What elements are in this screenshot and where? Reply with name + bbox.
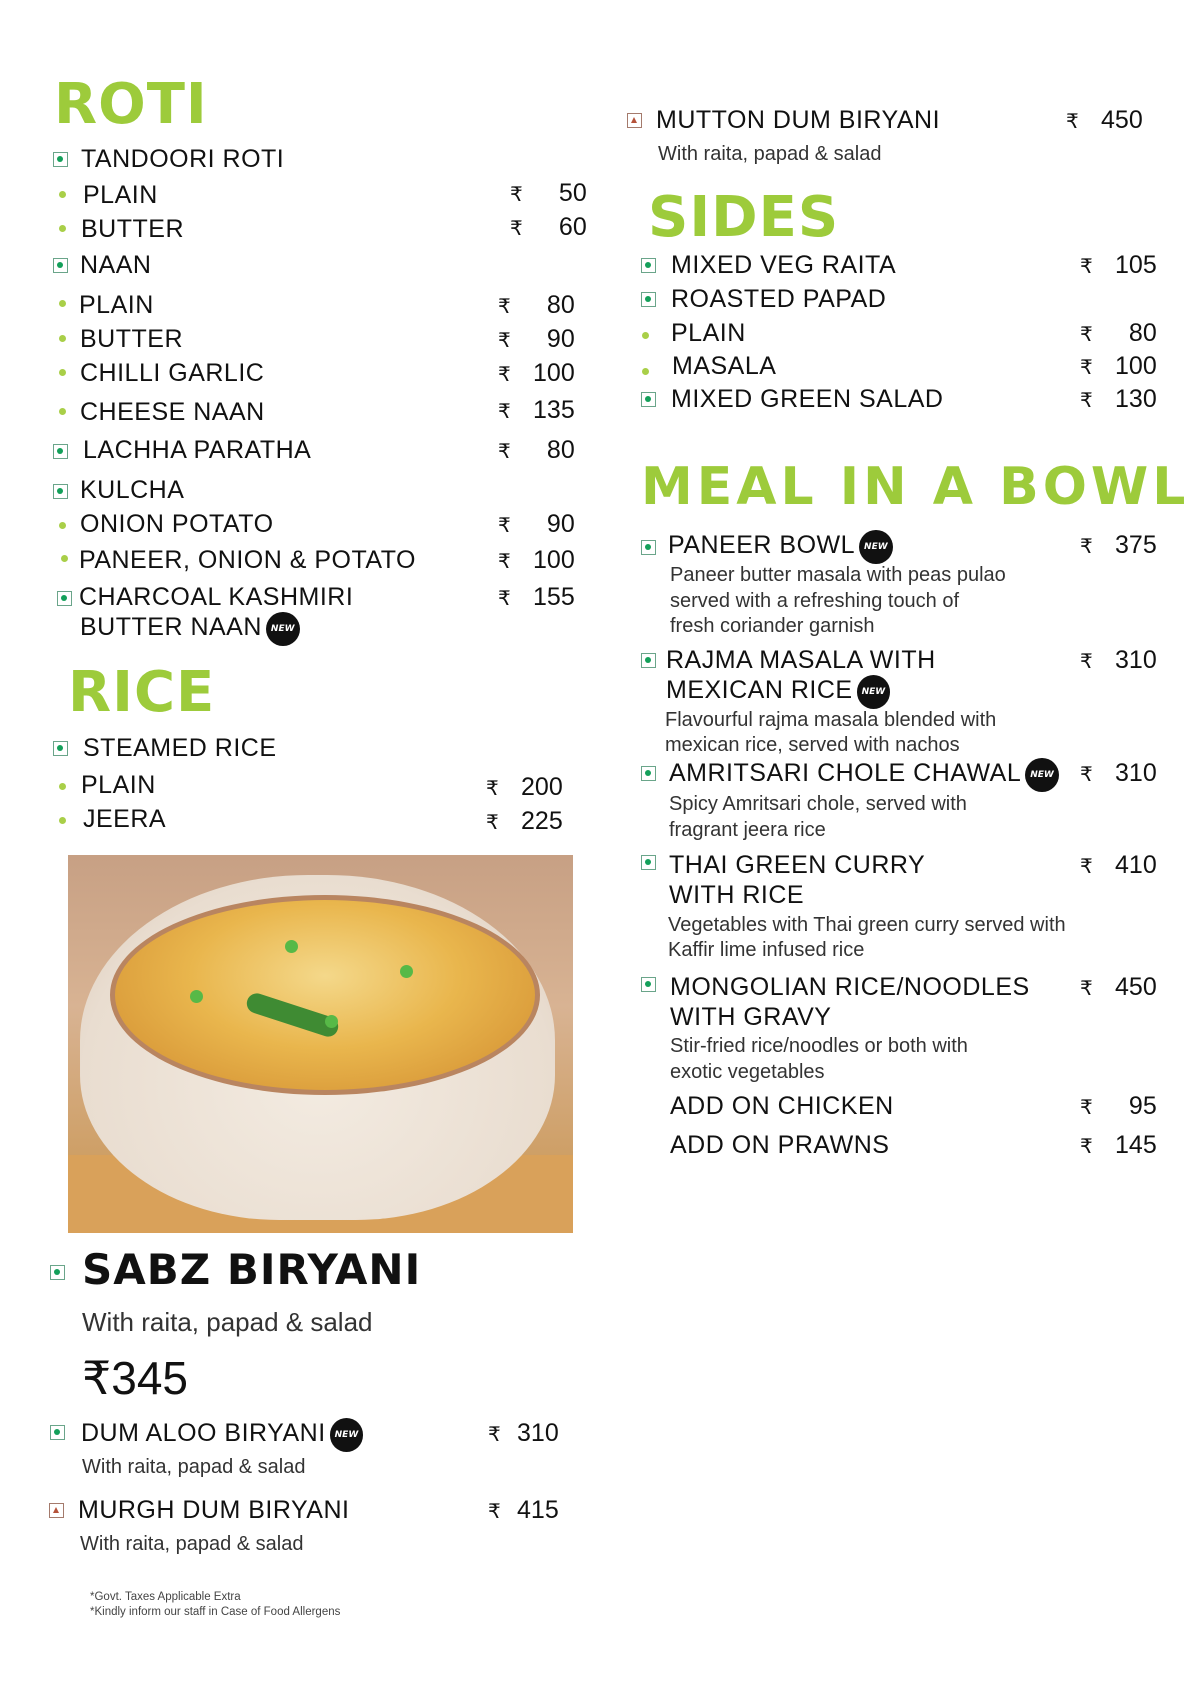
addon-prawns: ADD ON PRAWNS: [670, 1131, 890, 1159]
menu-item-rajma-masala-line2: [666, 675, 890, 709]
section-title-meal-in-a-bowl: MEAL IN A BOWL: [641, 457, 1190, 517]
addon-chicken: ADD ON CHICKEN: [670, 1092, 894, 1120]
price-papad-masala: [1080, 351, 1157, 383]
item-name-text: BUTTER NAAN: [80, 613, 262, 641]
rupee-icon: ₹: [498, 441, 511, 463]
bowl: [80, 875, 555, 1220]
item-description-line: Spicy Amritsari chole, served with: [669, 793, 967, 815]
item-description-line: fresh coriander garnish: [670, 615, 875, 637]
bullet-icon: [59, 225, 66, 232]
price-value: 100: [533, 546, 575, 574]
rupee-icon: ₹: [1080, 1097, 1093, 1119]
veg-icon: [53, 484, 68, 499]
item-description-line: Paneer butter masala with peas pulao: [670, 564, 1006, 586]
menu-item-mutton-dum-biryani: MUTTON DUM BIRYANI: [656, 106, 941, 134]
variant-onion-potato: ONION POTATO: [80, 510, 274, 538]
menu-item-roasted-papad: ROASTED PAPAD: [671, 285, 887, 313]
new-badge: NEW: [859, 530, 893, 564]
price-papad-plain: [1080, 318, 1157, 350]
rupee-icon: ₹: [498, 364, 511, 386]
item-description: With raita, papad & salad: [658, 143, 882, 165]
item-name-text: DUM ALOO BIRYANI: [81, 1419, 326, 1447]
price-dum-aloo-biryani: [488, 1418, 559, 1450]
menu-item-mixed-veg-raita: MIXED VEG RAITA: [671, 251, 897, 279]
price-value: 450: [1101, 106, 1143, 134]
item-description: With raita, papad & salad: [82, 1456, 306, 1478]
bullet-icon: [642, 332, 649, 339]
veg-icon: [50, 1425, 65, 1440]
rupee-icon: ₹: [510, 218, 523, 240]
footnote-taxes: *Govt. Taxes Applicable Extra: [90, 1591, 241, 1603]
price-value: 80: [1128, 319, 1157, 347]
price-addon-chicken: [1080, 1091, 1157, 1123]
menu-item-dum-aloo-biryani: [81, 1418, 363, 1452]
menu-item-amritsari-chole-chawal: [669, 758, 1059, 792]
variant-butter: BUTTER: [80, 325, 183, 353]
price-value: 200: [521, 773, 563, 801]
bullet-icon: [59, 300, 66, 307]
pea: [190, 990, 203, 1003]
rupee-icon: ₹: [1080, 390, 1093, 412]
veg-icon: [53, 258, 68, 273]
variant-butter: BUTTER: [81, 215, 184, 243]
menu-item-tandoori-roti: TANDOORI ROTI: [81, 145, 285, 173]
price-value: 100: [1115, 352, 1157, 380]
price-value: 50: [558, 179, 587, 207]
price-value: 130: [1115, 385, 1157, 413]
price-murgh-dum-biryani: [488, 1495, 559, 1527]
menu-item-steamed-rice: STEAMED RICE: [83, 734, 277, 762]
menu-item-charcoal-naan-line2: [80, 612, 300, 646]
price-value: 135: [533, 396, 575, 424]
item-description-line: Vegetables with Thai green curry served with: [668, 914, 1066, 936]
variant-plain: PLAIN: [81, 771, 156, 799]
veg-icon: [53, 152, 68, 167]
veg-icon: [641, 292, 656, 307]
item-name-text: PANEER BOWL: [668, 531, 856, 559]
bullet-icon: [59, 369, 66, 376]
price-naan-cheese: [498, 395, 575, 427]
price-mongolian: [1080, 972, 1157, 1004]
rupee-icon: ₹: [488, 1501, 501, 1523]
featured-item-name: SABZ BIRYANI: [82, 1245, 422, 1294]
bullet-icon: [61, 555, 68, 562]
item-description-line: exotic vegetables: [670, 1061, 825, 1083]
pea: [400, 965, 413, 978]
variant-chilli-garlic: CHILLI GARLIC: [80, 359, 265, 387]
item-description-line: Kaffir lime infused rice: [668, 939, 865, 961]
price-kulcha-onion-potato: [498, 509, 575, 541]
price-value: 100: [533, 359, 575, 387]
nonveg-icon: [49, 1503, 64, 1518]
menu-item-kulcha: KULCHA: [80, 476, 185, 504]
price-value: 145: [1115, 1131, 1157, 1159]
price-value: 60: [558, 213, 587, 241]
price-value: 155: [533, 583, 575, 611]
variant-plain: PLAIN: [83, 181, 158, 209]
item-description-line: served with a refreshing touch of: [670, 590, 960, 612]
price-addon-prawns: [1080, 1130, 1157, 1162]
veg-icon: [53, 444, 68, 459]
rupee-icon: ₹: [498, 551, 511, 573]
pea: [285, 940, 298, 953]
veg-icon: [641, 855, 656, 870]
menu-item-mongolian-line2: WITH GRAVY: [670, 1003, 832, 1031]
price-charcoal-naan: [498, 582, 575, 614]
new-badge: NEW: [330, 1418, 364, 1452]
nonveg-icon: [627, 113, 642, 128]
price-rice-jeera: [486, 806, 563, 838]
item-name-text: AMRITSARI CHOLE CHAWAL: [669, 759, 1022, 787]
price-naan-chilli-garlic: [498, 358, 575, 390]
section-title-roti: ROTI: [54, 72, 208, 137]
veg-icon: [641, 392, 656, 407]
veg-icon: [641, 540, 656, 555]
rupee-icon: ₹: [1080, 978, 1093, 1000]
bullet-icon: [642, 368, 649, 375]
variant-plain: PLAIN: [671, 319, 746, 347]
item-description-line: mexican rice, served with nachos: [665, 734, 960, 756]
price-value: 90: [546, 510, 575, 538]
variant-masala: MASALA: [672, 352, 777, 380]
price-value: 450: [1115, 973, 1157, 1001]
price-mixed-green-salad: [1080, 384, 1157, 416]
menu-item-mixed-green-salad: MIXED GREEN SALAD: [671, 385, 944, 413]
veg-icon: [641, 977, 656, 992]
price-tandoori-plain: [510, 178, 587, 210]
rupee-icon: ₹: [1080, 324, 1093, 346]
price-value: 310: [517, 1419, 559, 1447]
price-value: 95: [1128, 1092, 1157, 1120]
item-description: With raita, papad & salad: [80, 1533, 304, 1555]
price-value: 375: [1115, 531, 1157, 559]
bullet-icon: [59, 335, 66, 342]
green-chili: [244, 991, 341, 1039]
menu-item-lachha-paratha: LACHHA PARATHA: [83, 436, 312, 464]
item-description-line: Stir-fried rice/noodles or both with: [670, 1035, 968, 1057]
price-thai-green-curry: [1080, 850, 1157, 882]
pea: [325, 1015, 338, 1028]
menu-item-mongolian-rice-noodles: MONGOLIAN RICE/NOODLES: [670, 973, 1030, 1001]
veg-icon: [641, 653, 656, 668]
featured-item-price: ₹345: [82, 1352, 189, 1404]
rupee-icon: ₹: [1080, 764, 1093, 786]
price-mutton-dum-biryani: [1066, 105, 1143, 137]
menu-item-thai-green-curry: THAI GREEN CURRY: [669, 851, 926, 879]
rupee-icon: ₹: [498, 515, 511, 537]
variant-paneer-onion-potato: PANEER, ONION & POTATO: [79, 546, 416, 574]
bullet-icon: [59, 522, 66, 529]
veg-icon: [641, 766, 656, 781]
menu-item-rajma-masala: RAJMA MASALA WITH: [666, 646, 936, 674]
price-value: 410: [1115, 851, 1157, 879]
veg-icon: [53, 741, 68, 756]
rupee-icon: ₹: [1080, 256, 1093, 278]
rupee-icon: ₹: [498, 401, 511, 423]
featured-item-description: With raita, papad & salad: [82, 1307, 373, 1337]
price-naan-butter: [498, 324, 575, 356]
bullet-icon: [59, 817, 66, 824]
price-kulcha-paneer: [498, 545, 575, 577]
rupee-icon: ₹: [486, 812, 499, 834]
rupee-icon: ₹: [1080, 856, 1093, 878]
veg-icon: [57, 591, 72, 606]
section-title-sides: SIDES: [648, 185, 840, 250]
rupee-icon: ₹: [488, 1424, 501, 1446]
price-mixed-veg-raita: [1080, 250, 1157, 282]
item-name-text: MEXICAN RICE: [666, 676, 853, 704]
price-rice-plain: [486, 772, 563, 804]
menu-item-murgh-dum-biryani: MURGH DUM BIRYANI: [78, 1496, 350, 1524]
price-value: 90: [546, 325, 575, 353]
section-title-rice: RICE: [68, 660, 216, 725]
rupee-icon: ₹: [1080, 651, 1093, 673]
rupee-icon: ₹: [1066, 111, 1079, 133]
menu-item-naan: NAAN: [80, 251, 152, 279]
rupee-icon: ₹: [1080, 1136, 1093, 1158]
variant-jeera: JEERA: [83, 805, 167, 833]
price-paneer-bowl: [1080, 530, 1157, 562]
variant-plain: PLAIN: [79, 291, 154, 319]
rupee-icon: ₹: [486, 778, 499, 800]
bullet-icon: [59, 783, 66, 790]
price-value: 415: [517, 1496, 559, 1524]
new-badge: NEW: [857, 675, 891, 709]
sabz-biryani-photo: [68, 855, 573, 1233]
bullet-icon: [59, 191, 66, 198]
veg-icon: [641, 258, 656, 273]
item-description-line: Flavourful rajma masala blended with: [665, 709, 997, 731]
price-amritsari-chole-chawal: [1080, 758, 1157, 790]
menu-item-charcoal-naan-line1: CHARCOAL KASHMIRI: [79, 583, 354, 611]
new-badge: NEW: [266, 612, 300, 646]
price-tandoori-butter: [510, 212, 587, 244]
rupee-icon: ₹: [498, 330, 511, 352]
rupee-icon: ₹: [1080, 357, 1093, 379]
footnote-allergens: *Kindly inform our staff in Case of Food Allergens: [90, 1606, 341, 1618]
price-value: 225: [521, 807, 563, 835]
rupee-icon: ₹: [510, 184, 523, 206]
veg-icon: [50, 1265, 65, 1280]
price-naan-plain: [498, 290, 575, 322]
price-value: 310: [1115, 646, 1157, 674]
rupee-icon: ₹: [498, 588, 511, 610]
item-description-line: fragrant jeera rice: [669, 819, 826, 841]
price-lachha-paratha: [498, 435, 575, 467]
rupee-icon: ₹: [498, 296, 511, 318]
price-value: 310: [1115, 759, 1157, 787]
rupee-icon: ₹: [1080, 536, 1093, 558]
price-value: 80: [546, 436, 575, 464]
new-badge: NEW: [1025, 758, 1059, 792]
bullet-icon: [59, 408, 66, 415]
price-rajma-masala: [1080, 645, 1157, 677]
menu-item-paneer-bowl: [668, 530, 893, 564]
variant-cheese-naan: CHEESE NAAN: [80, 398, 265, 426]
price-value: 80: [546, 291, 575, 319]
menu-item-thai-green-curry-line2: WITH RICE: [669, 881, 805, 909]
price-value: 105: [1115, 251, 1157, 279]
rice: [110, 895, 540, 1095]
